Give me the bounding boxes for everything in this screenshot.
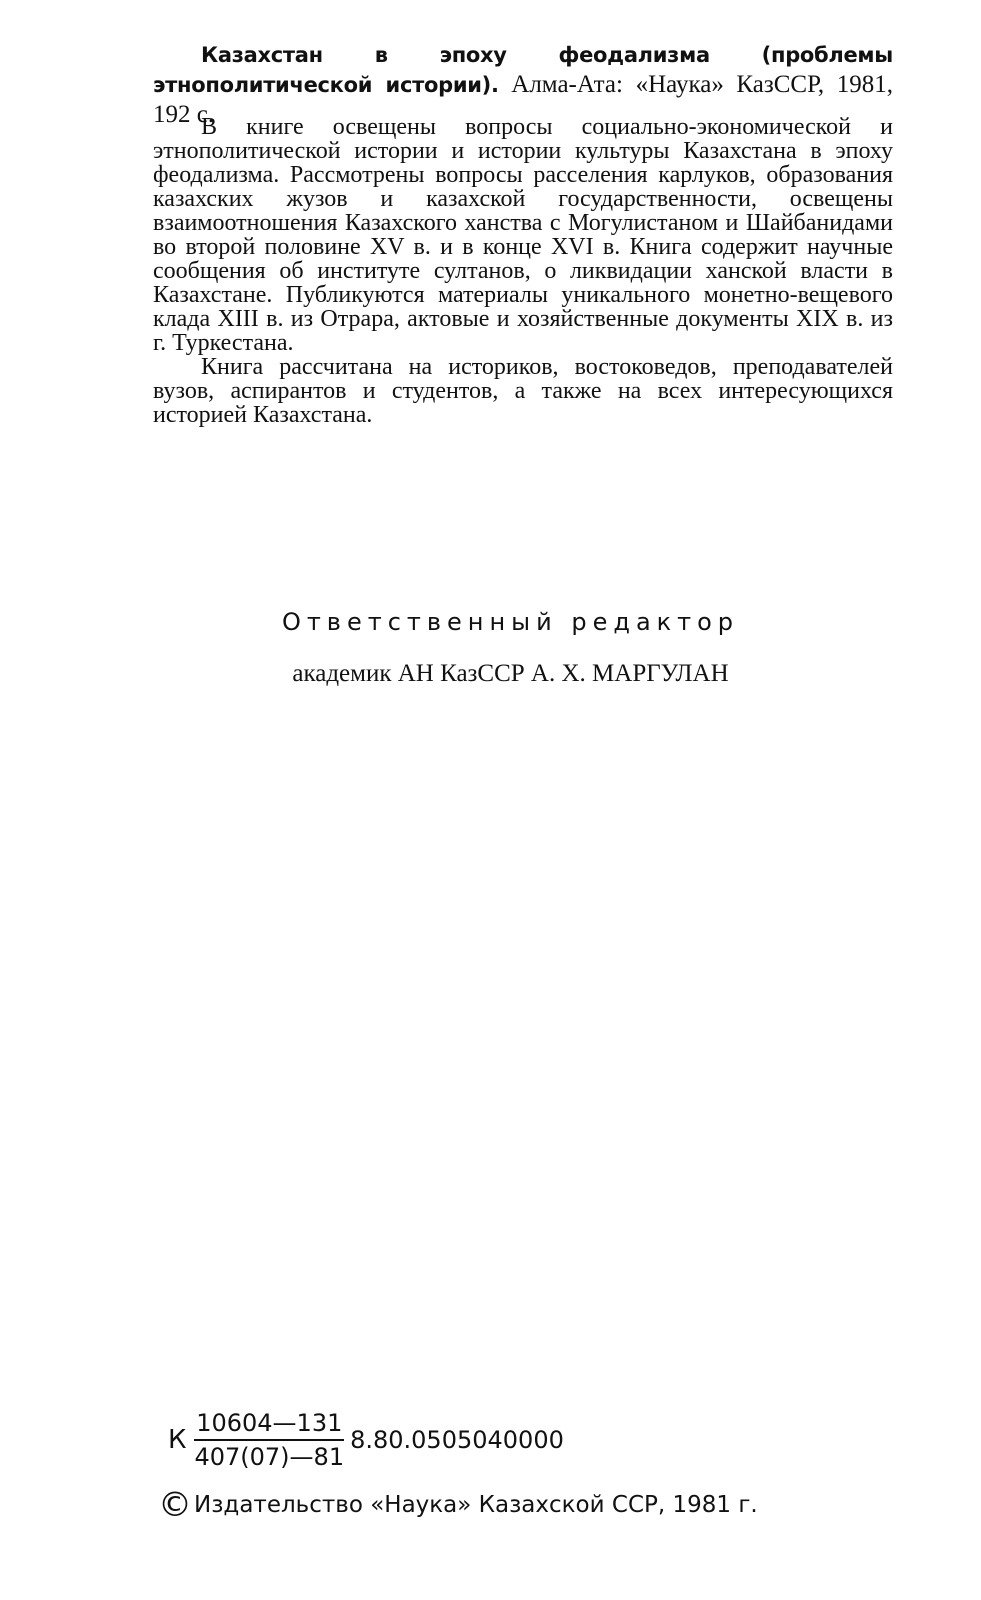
book-imprint: Алма-Ата: «Наука» КазССР, 1981, 192 с. [153,71,893,128]
classification-fraction [192,1409,346,1471]
classification-numerator: 10604—131 [194,1409,344,1441]
annotation [153,115,893,427]
annotation-paragraph-2: Книга рассчитана на историков, востоковедов, преподавателей вузов, аспирантов и студентов, а также на всех интересующихся историей Казахстана. [153,354,893,428]
classification-index [168,1405,564,1475]
classification-denominator: 407(07)—81 [194,1443,345,1471]
annotation-paragraph-1: В книге освещены вопросы социально-экономической и этнополитической истории и истории культуры Казахстана в эпоху феодализма. Рассмотрены вопросы расселения карлуков, образования казахских жузов и казахской государственности, освещены взаимоотношения Казахского ханства с Могулистаном и Шайбанидами во второй половине XV в. и в конце XVI в. Книга содержит научные сообщения об институте султанов, о ликвидации ханской власти в Казахстане. Публикуются материалы уникального монетно-вещевого клада XIII в. из Отрара, актовые и хозяйственные документы XIX в. из г. Туркестана. [153,114,893,356]
copyright-icon: © [158,1485,192,1525]
copyright-text: Издательство «Наука» Казахской ССР, 1981 г. [194,1492,758,1518]
editor-name: академик АН КазССР А. Х. МАРГУЛАН [292,660,729,687]
editor-label: Ответственный редактор [281,608,740,636]
classification-letter: К [168,1425,187,1455]
book-title: Казахстан в эпоху феодализма (проблемы этнополитической истории). [153,43,893,97]
classification-code: 8.80.0505040000 [350,1426,564,1454]
copyright-line [158,1485,758,1525]
